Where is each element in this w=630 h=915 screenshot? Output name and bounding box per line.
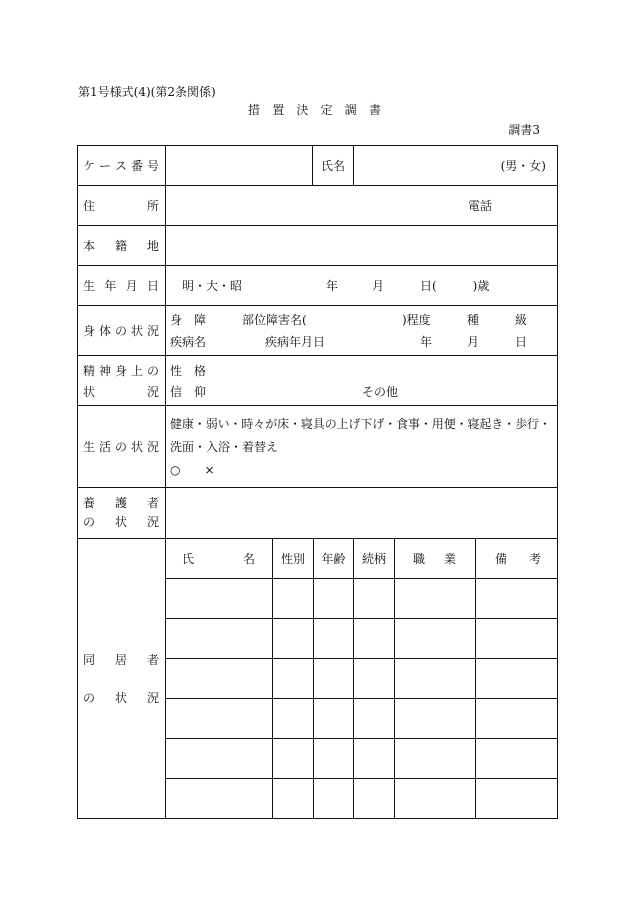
- label-character: の: [146, 364, 159, 378]
- cohabitant-cell: [314, 699, 354, 739]
- label-character: 考: [528, 551, 541, 566]
- living-condition-field: [166, 406, 557, 487]
- label-character: 上: [130, 364, 143, 378]
- label-character: 備: [495, 551, 508, 566]
- name-label-cell: [313, 146, 354, 185]
- birth-date-label: [83, 279, 159, 293]
- physical-condition-row: [78, 305, 557, 355]
- label-character: 状: [130, 439, 143, 454]
- label-character: 業: [443, 551, 456, 566]
- column-header-occupation-text: [413, 552, 456, 566]
- column-header-remarks-text: [495, 552, 541, 566]
- label-character: 者: [146, 496, 159, 510]
- cohabitant-table: [166, 539, 557, 818]
- guardian-row: [78, 487, 557, 538]
- document-title: [248, 103, 381, 117]
- cohabitant-cell: [354, 619, 395, 659]
- domicile-row: [78, 225, 557, 265]
- label-character: 況: [146, 385, 159, 399]
- label-character: 居: [114, 653, 127, 667]
- label-character: 月: [125, 278, 138, 293]
- guardian-label-line2: [83, 515, 159, 529]
- label-character: 名: [242, 551, 255, 566]
- cohabitant-cell: [395, 619, 476, 659]
- label-character: 状: [114, 691, 127, 705]
- cohabitant-cell: [314, 779, 354, 818]
- label-character: 本: [83, 238, 96, 253]
- label-character: 状: [130, 323, 143, 338]
- mental-condition-label-line1: [83, 364, 159, 378]
- cohabitant-cell: [314, 659, 354, 699]
- label-character: 神: [98, 364, 111, 378]
- label-character: 生: [83, 278, 96, 293]
- document-id: 調書3: [508, 123, 540, 137]
- label-character: 措: [248, 103, 261, 117]
- cohabitant-label-line1: [83, 653, 159, 667]
- mental-condition-label-line2: [83, 385, 159, 399]
- label-character: 身: [114, 364, 127, 378]
- label-character: 況: [146, 439, 159, 454]
- physical-condition-label-cell: [78, 306, 166, 355]
- domicile-field: [166, 226, 557, 265]
- cohabitant-cell: [166, 659, 273, 699]
- label-character: 定: [320, 103, 333, 117]
- guardian-label-cell: [78, 488, 166, 538]
- label-character: ー: [98, 158, 111, 173]
- name-label: 氏名: [320, 158, 345, 173]
- cohabitant-cell: [166, 579, 273, 619]
- cohabitant-cell: [273, 739, 314, 779]
- other-label: その他: [362, 385, 399, 399]
- label-character: 身: [83, 323, 96, 338]
- label-character: ケ: [83, 158, 96, 173]
- label-character: 書: [368, 103, 381, 117]
- cohabitant-cell: [354, 739, 395, 779]
- living-condition-label-cell: [78, 406, 166, 487]
- gender-options: (男・女): [500, 158, 546, 173]
- label-character: 状: [114, 515, 127, 529]
- label-character: 所: [146, 198, 159, 213]
- living-items-line2: 洗面・入浴・着替え: [170, 440, 279, 454]
- column-header-name-text: [182, 552, 255, 566]
- case-number-label: [83, 159, 159, 173]
- cohabitant-cell: [476, 659, 557, 699]
- label-character: 置: [272, 103, 285, 117]
- birth-date-row: [78, 265, 557, 305]
- label-character: 況: [146, 323, 159, 338]
- label-character: 精: [83, 364, 96, 378]
- cohabitant-cell: [395, 699, 476, 739]
- label-character: ス: [114, 158, 127, 173]
- mental-condition-field: [166, 356, 557, 405]
- cohabitant-cell: [476, 779, 557, 818]
- label-character: 地: [146, 238, 159, 253]
- cohabitant-cell: [273, 619, 314, 659]
- era-options: 明・大・昭: [182, 278, 243, 293]
- label-character: 籍: [114, 238, 127, 253]
- phone-label: 電話: [468, 198, 493, 213]
- label-character: 氏: [182, 551, 195, 566]
- mental-condition-row: [78, 355, 557, 405]
- case-number-field: [166, 146, 313, 185]
- cohabitant-cell: [395, 779, 476, 818]
- disease-date-label: 疾病年月日: [265, 335, 326, 349]
- cohabitant-cell: [166, 699, 273, 739]
- disease-day-label: 日: [515, 335, 528, 349]
- disability-kind-label: 種: [467, 313, 480, 327]
- cohabitant-cell: [273, 659, 314, 699]
- domicile-label: [83, 239, 159, 253]
- label-character: の: [83, 515, 96, 529]
- label-character: 養: [83, 496, 96, 510]
- label-character: の: [114, 323, 127, 338]
- cohabitant-cell: [354, 779, 395, 818]
- cohabitant-cell: [166, 779, 273, 818]
- physical-condition-field: [166, 306, 557, 355]
- label-character: 職: [413, 551, 426, 566]
- disease-name-label: 疾病名: [170, 335, 207, 349]
- label-character: 状: [83, 385, 96, 399]
- cohabitant-cell: [354, 659, 395, 699]
- birth-month-label: 月: [372, 278, 385, 293]
- label-character: 決: [296, 103, 309, 117]
- label-character: 体: [98, 323, 111, 338]
- cohabitant-cell: [314, 739, 354, 779]
- label-character: 年: [104, 278, 117, 293]
- address-row: [78, 185, 557, 225]
- label-character: 況: [146, 691, 159, 705]
- disease-year-label: 年: [420, 335, 433, 349]
- column-header-remarks: [476, 539, 557, 579]
- cohabitant-content: [166, 539, 557, 818]
- label-character: 同: [83, 653, 96, 667]
- cohabitant-cell: [166, 619, 273, 659]
- living-condition-row: [78, 405, 557, 487]
- column-header-name: [166, 539, 273, 579]
- personality-label: 性 格: [170, 364, 207, 378]
- living-marks: ○ ×: [170, 463, 215, 477]
- cohabitant-cell: [395, 659, 476, 699]
- birth-date-field: [166, 266, 557, 305]
- column-header-sex-text: 性別: [280, 551, 305, 566]
- guardian-label-line1: [83, 496, 159, 510]
- label-character: 生: [83, 439, 96, 454]
- disability-site-label: 部位障害名(: [242, 313, 307, 327]
- cohabitant-cell: [166, 739, 273, 779]
- cohabitant-cell: [476, 619, 557, 659]
- cohabitant-cell: [273, 699, 314, 739]
- birth-day-age-label: 日( )歳: [420, 278, 490, 293]
- label-character: の: [83, 691, 96, 705]
- label-character: 活: [98, 439, 111, 454]
- mental-condition-label-cell: [78, 356, 166, 405]
- guardian-field: [166, 488, 557, 538]
- case-number-row: [78, 146, 557, 185]
- name-field: [354, 146, 557, 185]
- case-number-label-cell: [78, 146, 166, 185]
- cohabitant-cell: [354, 579, 395, 619]
- label-character: 日: [146, 278, 159, 293]
- column-header-age: [314, 539, 354, 579]
- cohabitant-row: [78, 538, 557, 818]
- case-number-content: [166, 146, 557, 185]
- address-field: [166, 186, 557, 225]
- disability-degree-label: )程度: [402, 313, 431, 327]
- physical-condition-label: [83, 324, 159, 338]
- cohabitant-cell: [354, 699, 395, 739]
- column-header-age-text: 年齢: [321, 551, 346, 566]
- survey-form-table: [77, 145, 558, 819]
- cohabitant-cell: [314, 579, 354, 619]
- label-character: 号: [146, 158, 159, 173]
- disability-grade-label: 級: [515, 313, 528, 327]
- birth-date-label-cell: [78, 266, 166, 305]
- cohabitant-cell: [395, 579, 476, 619]
- cohabitant-label-line2: [83, 691, 159, 705]
- cohabitant-cell: [476, 579, 557, 619]
- column-header-occupation: [395, 539, 476, 579]
- living-condition-label: [83, 440, 159, 454]
- form-number: 第1号様式(4)(第2条関係): [78, 85, 216, 99]
- column-header-relationship-text: 続柄: [361, 551, 386, 566]
- birth-year-label: 年: [326, 278, 339, 293]
- cohabitant-cell: [476, 739, 557, 779]
- cohabitant-label-cell: [78, 539, 166, 818]
- cohabitant-cell: [476, 699, 557, 739]
- domicile-label-cell: [78, 226, 166, 265]
- label-character: 番: [130, 158, 143, 173]
- column-header-sex: [273, 539, 314, 579]
- label-character: 者: [146, 653, 159, 667]
- living-items-line1: 健康・弱い・時々が床・寝具の上げ下げ・食事・用便・寝起き・歩行・: [170, 417, 551, 431]
- address-label: [83, 199, 159, 213]
- address-label-cell: [78, 186, 166, 225]
- cohabitant-cell: [314, 619, 354, 659]
- disease-month-label: 月: [467, 335, 480, 349]
- disability-label: 身 障: [170, 313, 207, 327]
- column-header-relationship: [354, 539, 395, 579]
- cohabitant-cell: [273, 779, 314, 818]
- cohabitant-cell: [273, 579, 314, 619]
- label-character: の: [114, 439, 127, 454]
- label-character: 護: [114, 496, 127, 510]
- cohabitant-cell: [395, 739, 476, 779]
- label-character: 住: [83, 198, 96, 213]
- label-character: 調: [344, 103, 357, 117]
- religion-label: 信 仰: [170, 385, 207, 399]
- label-character: 況: [146, 515, 159, 529]
